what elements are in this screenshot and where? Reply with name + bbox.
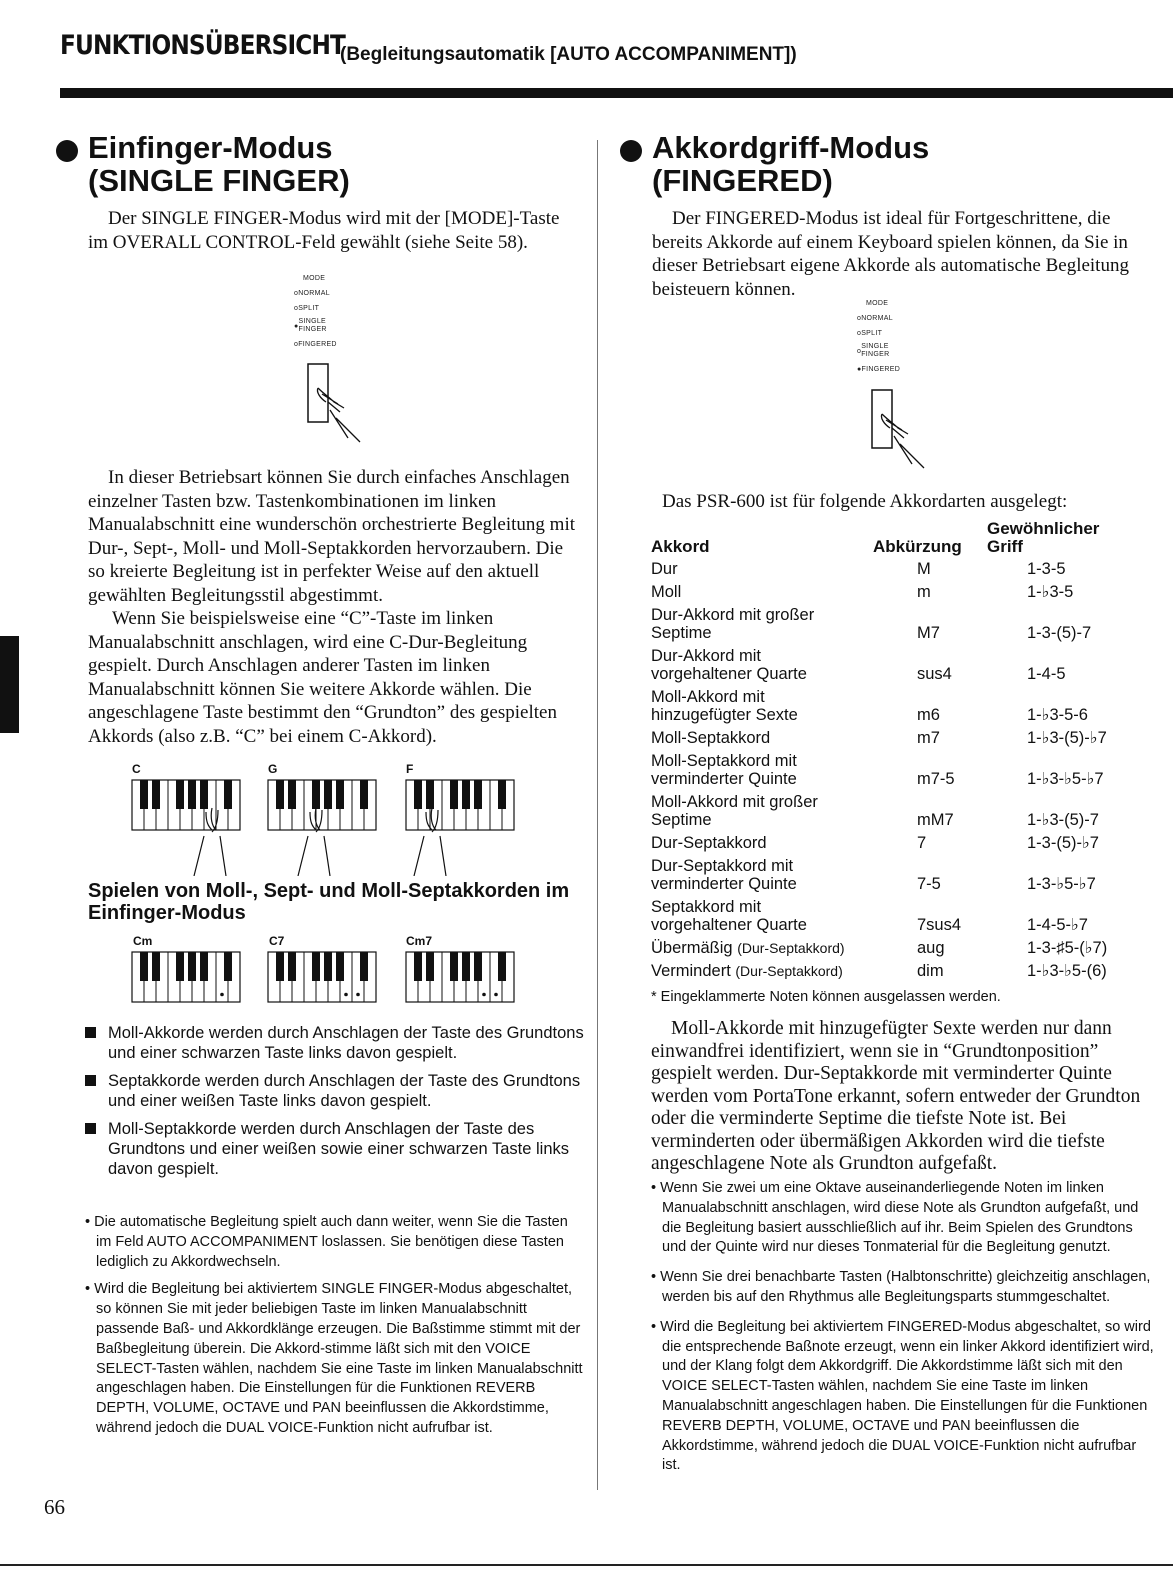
button-press-icon: [300, 358, 380, 448]
note-item: • Die automatische Begleitung spielt auch dann weiter, wenn Sie die Tasten im Feld AUTO ACCOMPANIMENT loslassen. Sie benötigen diese Tasten lediglich zu Akkordwechseln.: [85, 1214, 568, 1270]
section-title: FUNKTIONSÜBERSICHT: [60, 30, 346, 61]
key-dot: [494, 993, 498, 997]
black-key: [498, 952, 506, 981]
black-key: [462, 780, 470, 809]
chord-abbr: dim: [917, 962, 944, 980]
mode-title: MODE: [303, 275, 326, 282]
note-item: • Wenn Sie zwei um eine Oktave auseinanderliegende Noten im linken Manualabschnitt anschlagen, wird diese Note als Grundton aufgefaßt, und die Begleitung basiert ausschließlich auf ihr. Beim Spielen des Grundtons und der Quinte wird nur dieses Tonmaterial für die Begleitung genutzt.: [651, 1180, 1139, 1256]
note-item: • Wird die Begleitung bei aktiviertem FINGERED-Modus abgeschaltet, so wird die entsprechende Baßnote erzeugt, wenn ein linker Akkord identifiziert wird, und der Klang folgt dem Akkordgriff. Die Akkordstimme läßt sich mit den VOICE SELECT-Tasten wählen, nachdem Sie eine Taste im linken Manualabschnitt angeschlagen haben. Die Einstellungen für die Funktionen REVERB DEPTH, VOLUME, OCTAVE und PAN beeinflussen die Akkordstimme, während jedoch die DUAL VOICE-Funktion nicht aufrufbar ist.: [651, 1318, 1154, 1474]
heading-bullet: [620, 140, 642, 162]
black-key: [176, 952, 184, 981]
chord-name: Moll: [651, 583, 682, 601]
chord-footnote: * Eingeklammerte Noten können ausgelassen werden.: [651, 989, 1001, 1005]
black-key: [288, 952, 296, 981]
chord-abbr: m7: [917, 729, 940, 747]
key-dot: [482, 993, 486, 997]
table-row: [651, 939, 1131, 962]
chord-grip: 1-4-5: [1027, 665, 1066, 683]
chord-table-header: [651, 520, 1131, 560]
chord-grip: 1-♭3-5: [1027, 583, 1074, 601]
mode-option-fingered: oFINGERED: [294, 341, 337, 348]
black-key: [140, 780, 148, 809]
right-intro: Der FINGERED-Modus ist ideal für Fortgeschrittene, die bereits Akkorde auf einem Keyboard spielen können, da Sie in dieser Betriebsart eigene Akkorde als automatische Begleitung beisteuern können.: [652, 208, 1129, 300]
list-item: Septakkorde werden durch Anschlagen der Taste des Grundtons und einer weißen Taste links davon gespielt.: [85, 1071, 585, 1111]
right-para: Moll-Akkorde mit hinzugefügter Sexte werden nur dann einwandfrei identifiziert, wenn sie in “Grundtonposition” gespielt werden. Dur-Septakkorde mit verminderter Quinte werden vom PortaTone erkannt, sofern entweder der Grundton oder die verminderte Septime die tiefste Note ist. Bei verminderten oder übermäßigen Akkorden wird die tiefste angeschlagene Note als Grundton aufgefaßt.: [651, 1018, 1141, 1174]
right-heading: [652, 131, 929, 197]
list-item: Moll-Akkorde werden durch Anschlagen der Taste des Grundtons und einer schwarzen Taste links davon gespielt.: [85, 1023, 585, 1063]
chord-abbr: m7-5: [917, 770, 955, 788]
chord-grip: 1-3-♭5-♭7: [1027, 875, 1096, 893]
mode-option-split: oSPLIT: [294, 305, 320, 312]
black-key: [336, 952, 344, 981]
left-heading-line1: Einfinger-Modus: [88, 130, 333, 165]
chord-name: Dur-Akkord mit vorgehaltener Quarte: [651, 647, 807, 683]
keyboard-graphic-major: [130, 776, 530, 876]
section-subtitle: (Begleitungsautomatik [AUTO ACCOMPANIMENT]): [340, 44, 797, 65]
chord-name: Vermindert (Dur-Septakkord): [651, 962, 843, 980]
note-item: • Wird die Begleitung bei aktiviertem SINGLE FINGER-Modus abgeschaltet, so können Sie mit jeder beliebigen Taste im linken Manualabschnitt passende Baß- und Akkordklänge erzeugen. Die Baßstimme stimmt mit der Baßbegleitung überein. Die Akkord-stimme läßt sich mit den VOICE SELECT-Tasten wählen, nachdem Sie eine Taste im linken Manualabschnitt angeschlagen haben. Die Einstellungen für die Funktionen REVERB DEPTH, VOLUME, OCTAVE und PAN beeinflussen die Akkordstimme, während jedoch die DUAL VOICE-Funktion nicht aufrufbar ist.: [85, 1281, 583, 1436]
column-divider: [597, 140, 598, 1490]
table-row: [651, 857, 1131, 898]
black-key: [360, 780, 368, 809]
black-key: [498, 780, 506, 809]
keyboard-graphic-minor: [130, 950, 530, 1010]
table-row: [651, 647, 1131, 688]
mode-option-fingered: ●FINGERED: [857, 366, 901, 373]
black-key: [324, 952, 332, 981]
chord-name: Dur-Akkord mit großer Septime: [651, 606, 815, 642]
left-subheading: Spielen von Moll-, Sept- und Moll-Septakkorden im Einfinger-Modus: [88, 880, 570, 924]
black-key: [414, 780, 422, 809]
mode-option-single-finger: ●SINGLE FINGER: [294, 318, 327, 333]
chord-abbr: mM7: [917, 811, 954, 829]
left-bullet-list: [85, 1023, 585, 1187]
list-item: Moll-Septakkorde werden durch Anschlagen der Taste des Grundtons und einer weißen sowie einer schwarzen Taste links davon gespielt.: [85, 1119, 585, 1179]
button-press-icon: [864, 384, 944, 474]
key-dot: [208, 975, 212, 979]
chord-grip: 1-♭3-5-6: [1027, 706, 1088, 724]
black-key: [188, 780, 196, 809]
black-key: [312, 780, 320, 809]
key-dot: [220, 993, 224, 997]
keyboard-label-g: G: [268, 762, 278, 776]
table-row: [651, 729, 1131, 752]
table-row: [651, 793, 1131, 834]
column-header: Abkürzung: [873, 537, 962, 556]
chord-name: Moll-Akkord mit großer Septime: [651, 793, 818, 829]
chord-grip: 1-3-(5)-7: [1027, 624, 1092, 642]
chord-grip: 1-♭3-(5)-♭7: [1027, 729, 1107, 747]
black-key: [288, 780, 296, 809]
black-key: [200, 780, 208, 809]
keyboard-label-c: C: [132, 762, 141, 776]
chord-abbr: 7sus4: [917, 916, 962, 934]
key-dot: [344, 993, 348, 997]
black-key: [426, 952, 434, 981]
key-dot: [356, 993, 360, 997]
page-bottom-line: [0, 1564, 1173, 1566]
right-heading-line1: Akkordgriff-Modus: [652, 130, 930, 165]
keyboard-label-c7: C7: [269, 934, 285, 948]
chord-table: [651, 520, 1131, 985]
black-key: [276, 780, 284, 809]
chord-abbr: m: [917, 583, 931, 601]
black-key: [474, 780, 482, 809]
chord-name: Moll-Septakkord mit verminderter Quinte: [651, 752, 797, 788]
left-intro: Der SINGLE FINGER-Modus wird mit der [MODE]-Taste im OVERALL CONTROL-Feld gewählt (siehe Seite 58).: [88, 208, 560, 253]
chord-grip: 1-3-♯5-(♭7): [1027, 939, 1108, 957]
note-item: • Wenn Sie drei benachbarte Tasten (Halbtonschritte) gleichzeitig anschlagen, werden bis auf den Rhythmus alle Begleitungsparts stummgeschaltet.: [651, 1269, 1151, 1305]
chord-abbr: M: [917, 560, 931, 578]
page-number: 66: [44, 1495, 65, 1519]
black-key: [140, 952, 148, 981]
black-key: [224, 952, 232, 981]
right-notes: [651, 1179, 1156, 1484]
keyboard: [132, 952, 240, 1002]
table-row: [651, 834, 1131, 857]
left-heading-line2: (SINGLE FINGER): [88, 163, 350, 198]
black-key: [462, 952, 470, 981]
heading-bullet: [56, 140, 78, 162]
chord-name: Übermäßig (Dur-Septakkord): [651, 939, 845, 957]
black-key: [224, 780, 232, 809]
table-row: [651, 688, 1131, 729]
chord-abbr: 7-5: [917, 875, 941, 893]
table-row: [651, 560, 1131, 583]
keyboard-label-cm7: Cm7: [406, 934, 433, 948]
left-heading: [88, 131, 350, 197]
chord-grip: 1-3-5: [1027, 560, 1066, 578]
left-para-1: In dieser Betriebsart können Sie durch einfaches Anschlagen einzelner Tasten bzw. Tastenkombinationen im linken Manualabschnitt eine wunderschön orchestrierte Begleitung mit Dur-, Sept-, Moll- und Moll-Septakkorden hervorzaubern. Die so kreierte Begleitung ist in perfekter Weise auf den aktuell gewählten Begleitungsstil abgestimmt.: [88, 467, 575, 606]
table-row: [651, 962, 1131, 985]
table-row: [651, 752, 1131, 793]
column-header: Gewöhnlicher Griff: [987, 519, 1100, 556]
mode-title: MODE: [866, 300, 889, 307]
table-row: [651, 898, 1131, 939]
black-key: [200, 952, 208, 981]
left-notes: [85, 1213, 583, 1447]
mode-panel-single: [294, 271, 374, 352]
chord-abbr: m6: [917, 706, 940, 724]
keyboard-diagram-minor: [130, 934, 550, 1014]
black-key: [474, 952, 482, 981]
table-row: [651, 606, 1131, 647]
black-key: [360, 952, 368, 981]
chord-abbr: aug: [917, 939, 945, 957]
mode-option-normal: oNORMAL: [857, 315, 893, 322]
black-key: [312, 952, 320, 981]
left-para-2: Wenn Sie beispielsweise eine “C”-Taste im linken Manualabschnitt anschlagen, wird eine C-Dur-Begleitung gespielt. Durch Anschlagen anderer Tasten im linken Manualabschnitt können Sie weitere Akkorde wählen. Die angeschlagene Taste bestimmt den “Grundton” des gespielten Akkords (also z.B. “C” bei einem C-Akkord).: [88, 608, 557, 747]
black-key: [426, 780, 434, 809]
black-key: [152, 780, 160, 809]
black-key: [276, 952, 284, 981]
key-dot: [470, 975, 474, 979]
thumb-index-mark: [0, 636, 19, 733]
chord-grip: 1-♭3-(5)-7: [1027, 811, 1099, 829]
black-key: [336, 780, 344, 809]
black-key: [324, 780, 332, 809]
black-key: [188, 952, 196, 981]
chord-grip: 1-4-5-♭7: [1027, 916, 1088, 934]
chord-name: Dur-Septakkord: [651, 834, 767, 852]
black-key: [450, 780, 458, 809]
chord-grip: 1-♭3-♭5-♭7: [1027, 770, 1104, 788]
mode-panel-fingered: [857, 296, 937, 377]
black-key: [414, 952, 422, 981]
chord-name: Septakkord mit vorgehaltener Quarte: [651, 898, 807, 934]
chord-grip: 1-♭3-♭5-(6): [1027, 962, 1107, 980]
chord-abbr: M7: [917, 624, 940, 642]
table-row: [651, 583, 1131, 606]
column-header: Akkord: [651, 537, 710, 556]
keyboard: [132, 780, 240, 830]
keyboard-label-cm: Cm: [133, 934, 153, 948]
mode-option-normal: oNORMAL: [294, 290, 330, 297]
chord-abbr: 7: [917, 834, 927, 852]
black-key: [176, 780, 184, 809]
header-rule: [60, 88, 1173, 98]
chord-name: Moll-Akkord mit hinzugefügter Sexte: [651, 688, 798, 724]
left-body: [88, 466, 580, 748]
chord-table-intro: Das PSR-600 ist für folgende Akkordarten ausgelegt:: [662, 491, 1068, 512]
keyboard-label-f: F: [406, 762, 414, 776]
mode-option-split: oSPLIT: [857, 330, 883, 337]
chord-abbr: sus4: [917, 665, 952, 683]
keyboard-diagram-major: [130, 762, 550, 872]
mode-option-single-finger: oSINGLE FINGER: [857, 343, 890, 358]
black-key: [450, 952, 458, 981]
right-heading-line2: (FINGERED): [652, 163, 833, 198]
keyboard: [268, 780, 376, 830]
chord-name: Moll-Septakkord: [651, 729, 771, 747]
chord-name: Dur: [651, 560, 678, 578]
chord-grip: 1-3-(5)-♭7: [1027, 834, 1099, 852]
black-key: [152, 952, 160, 981]
keyboard: [406, 780, 514, 830]
chord-name: Dur-Septakkord mit verminderter Quinte: [651, 857, 797, 893]
